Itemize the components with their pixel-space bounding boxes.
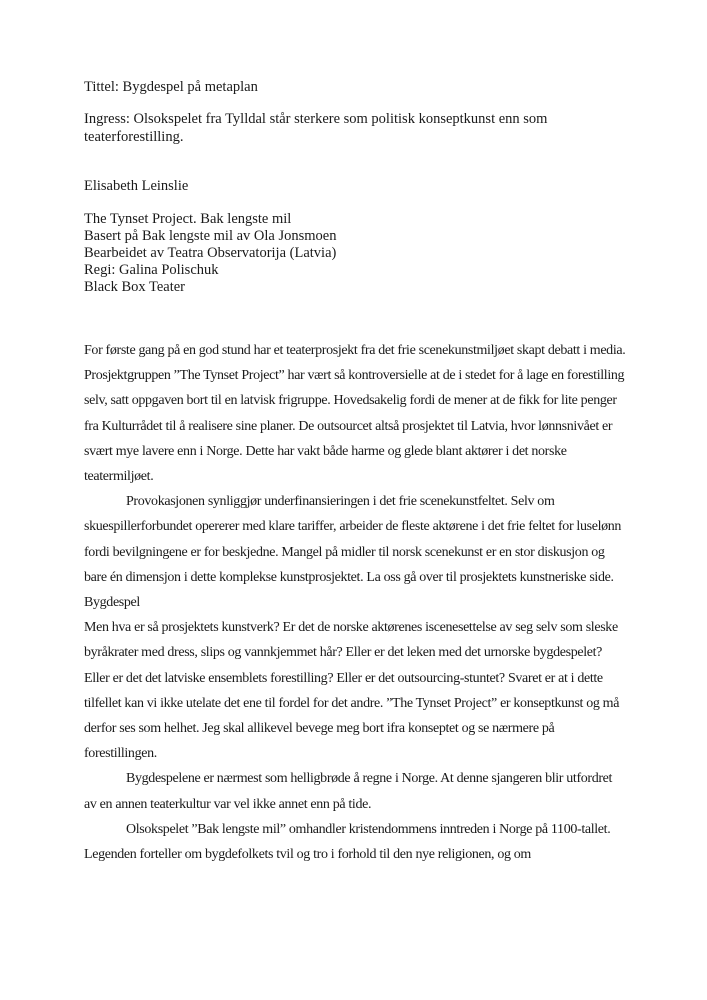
credit-line-production-title: The Tynset Project. Bak lengste mil: [84, 211, 292, 227]
body-paragraph-5: Olsokspelet ”Bak lengste mil” omhandler kristendommens inntreden i Norge på 1100-tallet. Legenden forteller om bygdefolkets tvil og tro i forhold til den nye religionen, og om: [84, 821, 611, 863]
document-title-line: Tittel: Bygdespel på metaplan: [84, 79, 258, 95]
article-body: [84, 338, 627, 867]
credit-line-venue: Black Box Teater: [84, 279, 185, 295]
body-paragraph-1: For første gang på en god stund har et teaterprosjekt fra det frie scenekunstmiljøet skapt debatt i media. Prosjektgruppen ”The Tynset Project” har vært så kontroversielle at de i stedet for å lage en forestilling selv, satt oppgaven bort til en latvisk frigruppe. Hovedsakelig fordi de mener at de fikk for lite penger fra Kulturrådet til å realisere sine planer. De outsourcet altså prosjektet til Latvia, hvor lønnsnivået er svært mye lavere enn i Norge. Dette har vakt både harme og glede blant aktører i det norske teatermiljøet.: [84, 343, 626, 485]
body-paragraph-2: Provokasjonen synliggjør underfinansieringen i det frie scenekunstfeltet. Selv om skuespillerforbundet opererer med klare tariffer, arbeider de fleste aktørene i det frie feltet for luselønn fordi bevilgningene er for beskjedne. Mangel på midler til norsk scenekunst er en stor diskusjon og bare én dimensjon i dette komplekse kunstprosjektet. La oss gå over til prosjektets kunstneriske side.: [84, 494, 622, 585]
credits-block: [84, 211, 629, 296]
credit-line-adapted-by: Bearbeidet av Teatra Observatorija (Latvia): [84, 245, 337, 261]
credit-line-based-on: Basert på Bak lengste mil av Ola Jonsmoen: [84, 228, 337, 244]
ingress-line: Ingress: Olsokspelet fra Tylldal står sterkere som politisk konseptkunst enn som teaterforestilling.: [84, 111, 548, 145]
body-paragraph-3: Men hva er så prosjektets kunstverk? Er det de norske aktørenes iscenesettelse av seg selv som sleske byråkrater med dress, slips og vannkjemmet hår? Eller er det leken med det urnorske bygdespelet? Eller er det det latviske ensemblets forestilling? Eller er det outsourcing-stuntet? Svaret er at i dette tilfellet kan vi ikke utelate det ene til fordel for det andre. ”The Tynset Project” er konseptkunst og må derfor ses som helhet. Jeg skal allikevel bevege meg bort ifra konseptet og se nærmere på forestillingen.: [84, 620, 620, 762]
body-paragraph-4: Bygdespelene er nærmest som helligbrøde å regne i Norge. At denne sjangeren blir utfordret av en annen teaterkultur var vel ikke annet enn på tide.: [84, 771, 613, 812]
author-byline: Elisabeth Leinslie: [84, 178, 189, 194]
section-heading-bygdespel: Bygdespel: [84, 595, 140, 611]
credit-line-director: Regi: Galina Polischuk: [84, 262, 219, 278]
